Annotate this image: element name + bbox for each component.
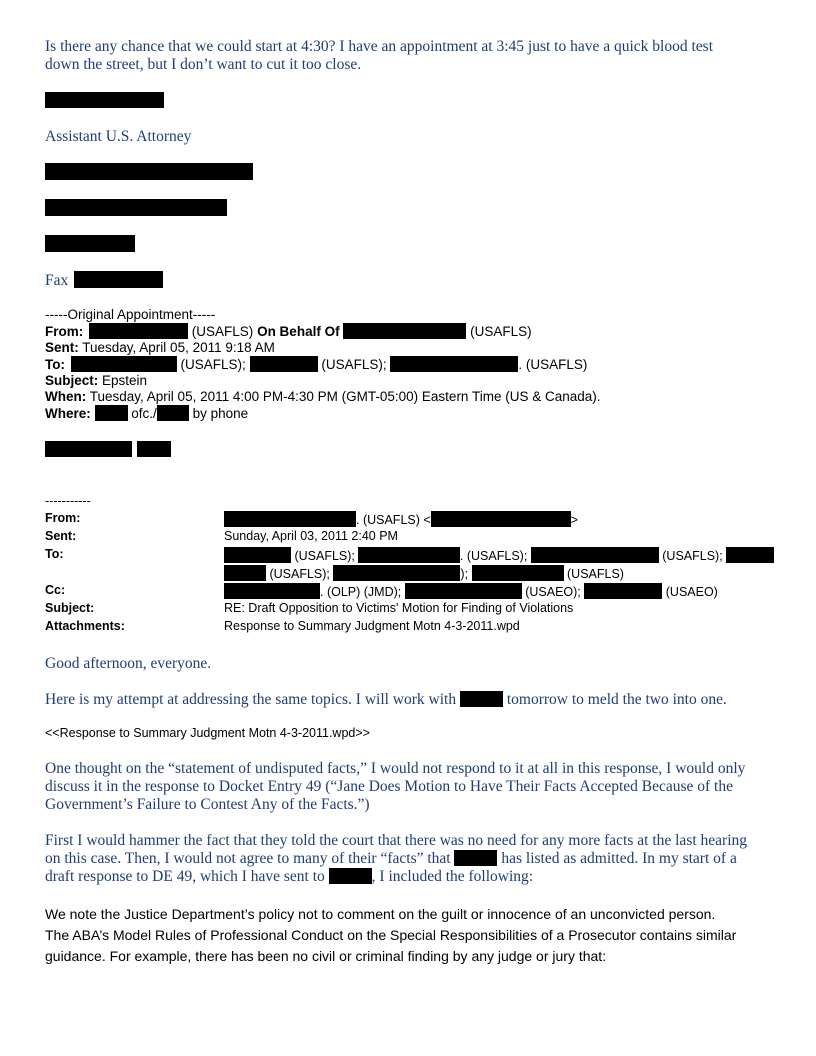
where-end: by phone [192,406,249,421]
email-cc-a: . (OLP) (JMD); [320,585,402,599]
redaction-office [45,163,253,180]
quoted-paragraph [45,904,736,967]
redaction-sig-1 [45,441,132,457]
appointment-when-line [45,389,601,406]
redaction-cc-a [224,583,320,599]
redaction-recipient-2 [250,356,318,372]
redaction-to-e [224,565,266,581]
fax-label: Fax [45,272,69,289]
email-subject-value: RE: Draft Opposition to Victims' Motion for Finding of Violations [224,601,574,615]
redaction-to-a [224,547,291,563]
p3-l2-before: on this case. Then, I would not agree to many of their “facts” that [45,850,451,867]
redaction-sender [89,323,188,339]
subject-value: Epstein [102,373,148,388]
when-value: Tuesday, April 05, 2011 4:00 PM-4:30 PM (GMT-05:00) Eastern Time (US & Canada). [89,389,601,404]
email-to-a: (USAFLS); [294,549,355,563]
p2-line-3: Government’s Failure to Contest Any of the Facts.”) [45,796,370,813]
email-to-d: (USAFLS); [269,567,330,581]
email-to-c: (USAFLS); [662,549,723,563]
email-to-e: ); [460,567,469,581]
p4-line-1: We note the Justice Department’s policy not to comment on the guilt or innocence of an unconvicted person. [45,906,716,922]
behalf-org: (USAFLS) [470,324,532,339]
behalf-label: On Behalf Of [257,324,340,339]
redaction-p3-a [454,850,497,866]
email-sent-value: Sunday, April 03, 2011 2:40 PM [224,529,398,543]
p3-l3-after: , I included the following: [371,868,534,885]
redaction-behalf [343,323,466,339]
email-subject-label: Subject: [45,601,95,615]
email-to-line-1 [224,547,774,563]
redaction-where-1 [95,405,128,421]
subject-label: Subject: [45,373,99,388]
greeting: Good afternoon, everyone. [45,655,212,672]
appointment-where-line [45,405,248,423]
where-label: Where: [45,406,91,421]
email-to-line-2 [224,565,624,581]
signature-title: Assistant U.S. Attorney [45,128,192,145]
redaction-name [45,92,164,108]
p3-line-3 [45,868,533,886]
redaction-to-c [531,547,659,563]
p2-line-1: One thought on the “statement of undisputed facts,” I would not respond to it at all in this response, I would only [45,760,746,777]
email-to-label: To: [45,547,64,561]
reply-line-1: Is there any chance that we could start at 4:30? I have an appointment at 3:45 just to have a quick blood test [45,38,714,55]
redaction-to-f [333,565,460,581]
where-mid: ofc./ [131,406,157,421]
p1-after: tomorrow to meld the two into one. [506,691,727,708]
email-cc-c: (USAEO) [665,585,718,599]
appointment-from-line [45,323,532,341]
sent-label: Sent: [45,340,79,355]
email-to-b: . (USAFLS); [459,549,528,563]
redaction-to-d [726,547,774,563]
sent-value: Tuesday, April 05, 2011 9:18 AM [82,340,275,355]
body-paragraph-1 [45,691,727,709]
appointment-subject-line [45,373,147,390]
email-attachments-label: Attachments: [45,619,125,633]
p4-line-3: guidance. For example, there has been no civil or criminal finding by any judge or jury that: [45,948,607,964]
email-sent-label: Sent: [45,529,77,543]
p3-line-2 [45,850,737,868]
to-org-2-prefix: (USAFLS); [321,357,387,372]
redaction-address [45,199,227,216]
email-to-f: (USAFLS) [567,567,624,581]
p3-line-1: First I would hammer the fact that they told the court that there was no need for any more facts at the last hearing [45,832,748,849]
redaction-email-sender [224,511,356,527]
redaction-email-address [431,511,571,527]
reply-line-2: down the street, but I don’t want to cut it too close. [45,56,362,73]
redaction-recipient-3 [390,356,518,372]
email-cc-label: Cc: [45,583,66,597]
p1-before: Here is my attempt at addressing the same topics. I will work with [45,691,457,708]
redaction-phone [45,235,135,252]
redaction-cc-c [584,583,662,599]
p2-line-2: discuss it in the response to Docket Entry 49 (“Jane Does Motion to Have Their Facts Accepted Because of the [45,778,733,795]
appointment-sent-line [45,340,275,357]
email-separator: ----------- [45,494,91,508]
appointment-separator: -----Original Appointment----- [45,307,216,322]
email-from-org: . (USAFLS) < [356,513,431,527]
email-from-value [224,511,578,527]
p3-l2-after: has listed as admitted. In my start of a [501,850,737,867]
p3-l3-before: draft response to DE 49, which I have sent to [45,868,325,885]
redaction-cc-b [405,583,522,599]
attachment-reference[interactable]: <<Response to Summary Judgment Motn 4-3-2011.wpd>> [45,726,370,740]
redaction-fax [74,271,163,288]
email-from-close: > [570,513,578,527]
redaction-p1 [460,691,503,707]
p4-line-2: The ABA’s Model Rules of Professional Conduct on the Special Responsibilities of a Prosecutor contains similar [45,927,737,943]
email-cc-line [224,583,718,599]
redaction-p3-b [329,868,372,884]
from-org: (USAFLS) [191,324,254,339]
redaction-recipient-1 [71,356,177,372]
when-label: When: [45,389,87,404]
appointment-to-line [45,356,587,374]
to-label: To: [45,357,65,372]
email-from-label: From: [45,511,81,525]
redaction-to-g [472,565,564,581]
to-org-1: (USAFLS); [180,357,246,372]
redaction-sig-2 [137,441,171,457]
redaction-where-2 [157,405,189,421]
redaction-to-b [358,547,460,563]
from-label: From: [45,324,84,339]
to-org-3: . (USAFLS) [518,357,588,372]
email-cc-b: (USAEO); [525,585,581,599]
email-attachments-value[interactable]: Response to Summary Judgment Motn 4-3-2011.wpd [224,619,520,633]
